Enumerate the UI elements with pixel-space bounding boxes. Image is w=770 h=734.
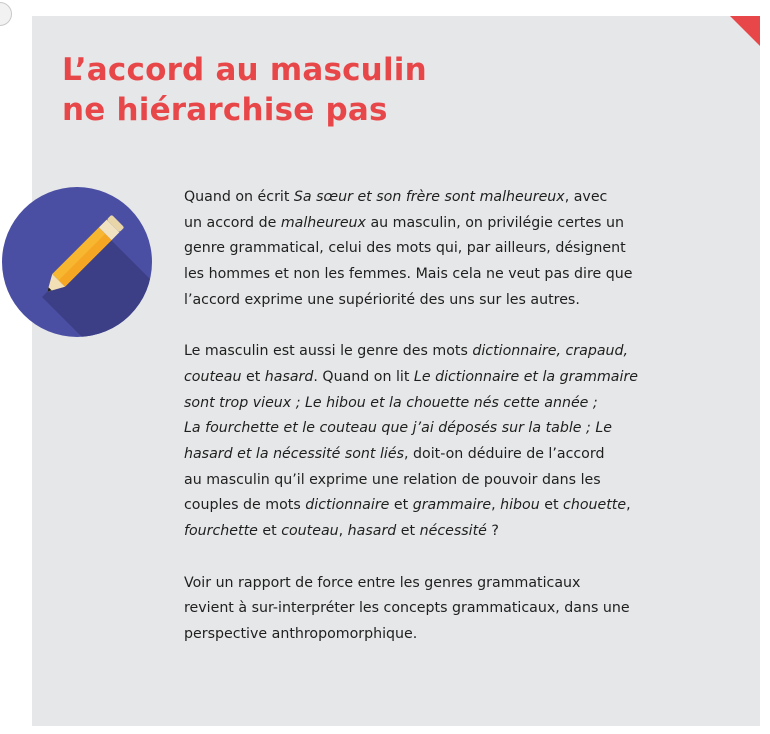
text-segment: couples de mots (184, 497, 306, 514)
text-line (184, 622, 704, 648)
card-title-line-2: ne hiérarchise pas (62, 92, 388, 128)
italic-segment: chouette (563, 497, 627, 514)
italic-segment: La fourchette et le couteau que j’ai déposés sur la table ; Le (184, 420, 612, 437)
text-segment: ? (486, 523, 499, 540)
text-segment: , (626, 497, 631, 514)
italic-segment: dictionnaire, crapaud, (472, 343, 629, 360)
text-line (184, 262, 704, 288)
corner-fold (730, 16, 760, 46)
text-line (184, 365, 704, 391)
text-segment: un accord de (184, 214, 281, 231)
text-line (184, 519, 704, 545)
pencil-icon (2, 187, 152, 337)
text-segment: et (389, 497, 413, 514)
text-line (184, 339, 704, 365)
italic-segment: hibou (500, 497, 540, 514)
text-line (184, 468, 704, 494)
text-segment: . Quand on lit (313, 368, 414, 385)
paragraph-3 (184, 571, 704, 648)
text-line (184, 493, 704, 519)
card-title (62, 50, 427, 130)
text-segment: l’accord exprime une supériorité des uns sur les autres. (184, 291, 580, 308)
italic-segment: grammaire (412, 497, 492, 514)
text-segment: Quand on écrit (184, 189, 294, 205)
text-segment: , avec (564, 189, 608, 205)
text-segment: Voir un rapport de force entre les genres grammaticaux (184, 574, 581, 591)
paragraph-1 (184, 185, 704, 314)
text-line (184, 288, 704, 314)
pencil-icon-svg (2, 187, 152, 337)
text-line (184, 596, 704, 622)
italic-segment: dictionnaire (305, 497, 390, 514)
italic-segment: fourchette (184, 523, 258, 540)
text-line (184, 442, 704, 468)
italic-segment: sont trop vieux ; Le hibou et la chouette nés cette année ; (184, 394, 598, 411)
text-segment: , (491, 497, 501, 514)
text-segment: au masculin, on privilégie certes un (365, 214, 624, 231)
italic-segment: Sa sœur et son frère sont malheureux (293, 189, 565, 205)
text-segment: genre grammatical, celui des mots qui, par ailleurs, désignent (184, 240, 626, 257)
text-segment: , (338, 523, 348, 540)
text-segment: Le masculin est aussi le genre des mots (184, 343, 473, 360)
paragraph-2 (184, 339, 704, 545)
italic-segment: hasard et la nécessité sont liés (184, 446, 404, 463)
italic-segment: nécessité (419, 523, 487, 540)
text-segment: revient à sur-interpréter les concepts grammaticaux, dans une (184, 600, 630, 617)
text-line (184, 571, 704, 597)
text-line (184, 211, 704, 237)
text-segment: et (396, 523, 420, 540)
italic-segment: Le dictionnaire et la grammaire (413, 368, 639, 385)
article-body (184, 185, 704, 673)
text-line (184, 391, 704, 417)
italic-segment: couteau (184, 368, 242, 385)
text-segment: au masculin qu’il exprime une relation de pouvoir dans les (184, 471, 601, 488)
card-title-line-1: L’accord au masculin (62, 52, 427, 88)
page-corner-mark (0, 2, 12, 26)
text-line (184, 236, 704, 262)
text-line (184, 416, 704, 442)
italic-segment: malheureux (280, 214, 366, 231)
text-segment: perspective anthropomorphique. (184, 625, 418, 642)
text-segment: et (257, 523, 282, 540)
italic-segment: hasard (347, 523, 397, 540)
text-segment: , doit-on déduire de l’accord (403, 446, 605, 463)
italic-segment: couteau (281, 523, 339, 540)
text-segment: et (539, 497, 564, 514)
italic-segment: hasard (264, 368, 314, 385)
text-segment: et (241, 368, 265, 385)
text-line (184, 185, 704, 211)
text-segment: les hommes et non les femmes. Mais cela ne veut pas dire que (184, 266, 633, 283)
